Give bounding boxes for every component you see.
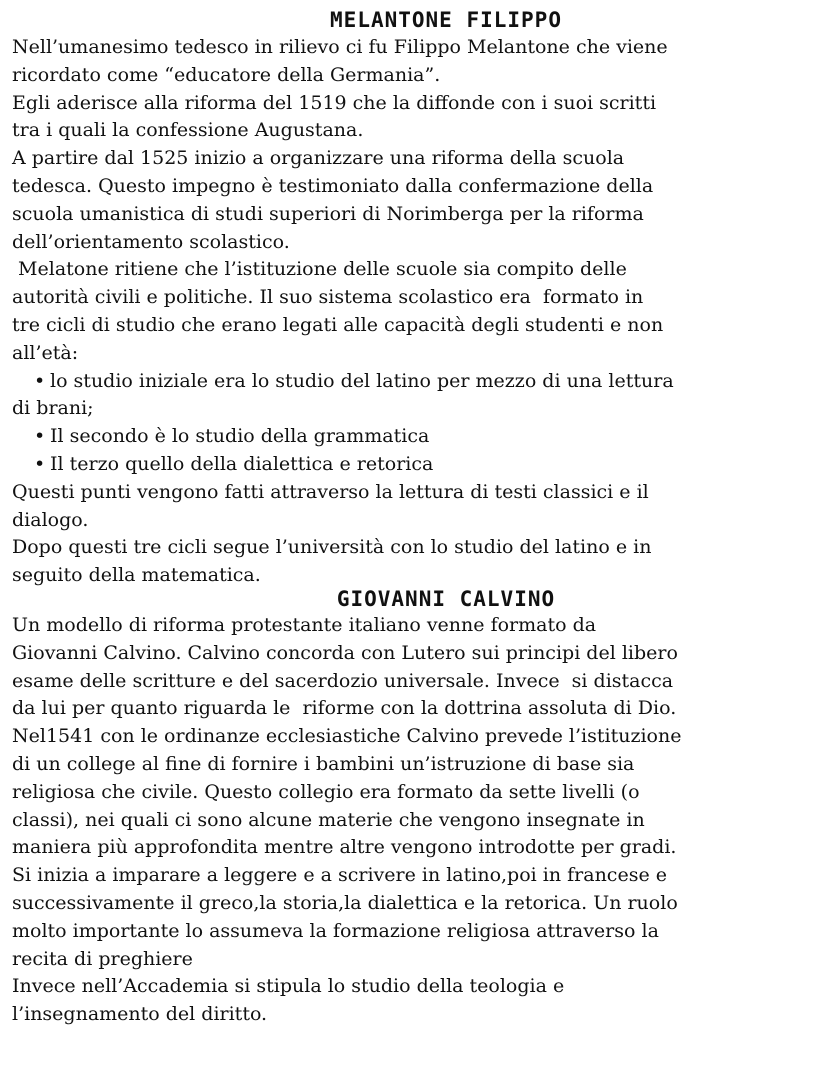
text-line: dell’orientamento scolastico. xyxy=(12,230,290,253)
text-line: tre cicli di studio che erano legati alle capacità degli studenti e non xyxy=(12,313,664,336)
text-line: Si inizia a imparare a leggere e a scrivere in latino,poi in francese e xyxy=(12,864,667,887)
text-line: di un college al fine di fornire i bambini un’istruzione di base sia xyxy=(12,752,635,775)
text-line: recita di preghiere xyxy=(12,947,193,970)
text-line: Nell’umanesimo tedesco in rilievo ci fu Filippo Melantone che viene xyxy=(12,36,668,58)
text-line: Questi punti vengono fatti attraverso la lettura di testi classici e il xyxy=(12,480,649,503)
section-body-melantone xyxy=(12,34,820,590)
section-body-calvino xyxy=(12,612,820,1029)
section-title-melantone: MELANTONE FILIPPO xyxy=(330,8,562,32)
text-line: Dopo questi tre cicli segue l’università con lo studio del latino e in xyxy=(12,536,652,559)
bullet-icon: • xyxy=(34,452,46,475)
text-line: Nel1541 con le ordinanze ecclesiastiche Calvino prevede l’istituzione xyxy=(12,725,682,748)
text-line: seguito della matematica. xyxy=(12,564,261,587)
text-line: tedesca. Questo impegno è testimoniato dalla confermazione della xyxy=(12,174,654,197)
text-line: Giovanni Calvino. Calvino concorda con Lutero sui principi del libero xyxy=(12,641,678,664)
text-line: maniera più approfondita mentre altre vengono introdotte per gradi. xyxy=(12,836,677,859)
text-line: Egli aderisce alla riforma del 1519 che la diffonde con i suoi scritti xyxy=(12,91,657,114)
text-line: Invece nell’Accademia si stipula lo studio della teologia e xyxy=(12,975,565,998)
bullet-icon: • xyxy=(34,369,46,392)
section-title-calvino: GIOVANNI CALVINO xyxy=(336,586,556,611)
bullet-text: Il terzo quello della dialettica e retorica xyxy=(50,452,434,475)
text-line: autorità civili e politiche. Il suo sistema scolastico era formato in xyxy=(12,286,644,309)
text-line: Un modello di riforma protestante italiano venne formato da xyxy=(12,613,597,636)
text-line: scuola umanistica di studi superiori di Norimberga per la riforma xyxy=(12,202,644,225)
bullet-text: Il secondo è lo studio della grammatica xyxy=(50,425,430,448)
text-line: ricordato come “educatore della Germania”. xyxy=(12,63,441,86)
text-line: molto importante lo assumeva la formazione religiosa attraverso la xyxy=(12,919,659,942)
bullet-item xyxy=(12,423,820,451)
bullet-icon: • xyxy=(34,425,46,448)
bullet-item xyxy=(12,451,820,479)
text-line: esame delle scritture e del sacerdozio universale. Invece si distacca xyxy=(12,669,674,692)
bullet-continuation: di brani; xyxy=(12,397,94,420)
text-line: dialogo. xyxy=(12,508,89,531)
text-line: tra i quali la confessione Augustana. xyxy=(12,119,364,142)
document-page xyxy=(12,6,820,1029)
text-line: successivamente il greco,la storia,la dialettica e la retorica. Un ruolo xyxy=(12,891,678,914)
text-line: Melatone ritiene che l’istituzione delle scuole sia compito delle xyxy=(12,258,627,281)
bullet-text: lo studio iniziale era lo studio del latino per mezzo di una lettura xyxy=(50,369,674,392)
text-line: da lui per quanto riguarda le riforme con la dottrina assoluta di Dio. xyxy=(12,697,677,720)
text-line: all’età: xyxy=(12,341,79,364)
text-line: l’insegnamento del diritto. xyxy=(12,1003,268,1026)
text-line: A partire dal 1525 inizio a organizzare una riforma della scuola xyxy=(12,147,625,170)
text-line: classi), nei quali ci sono alcune materie che vengono insegnate in xyxy=(12,808,645,831)
text-line: religiosa che civile. Questo collegio era formato da sette livelli (o xyxy=(12,780,640,803)
bullet-item xyxy=(12,368,820,396)
